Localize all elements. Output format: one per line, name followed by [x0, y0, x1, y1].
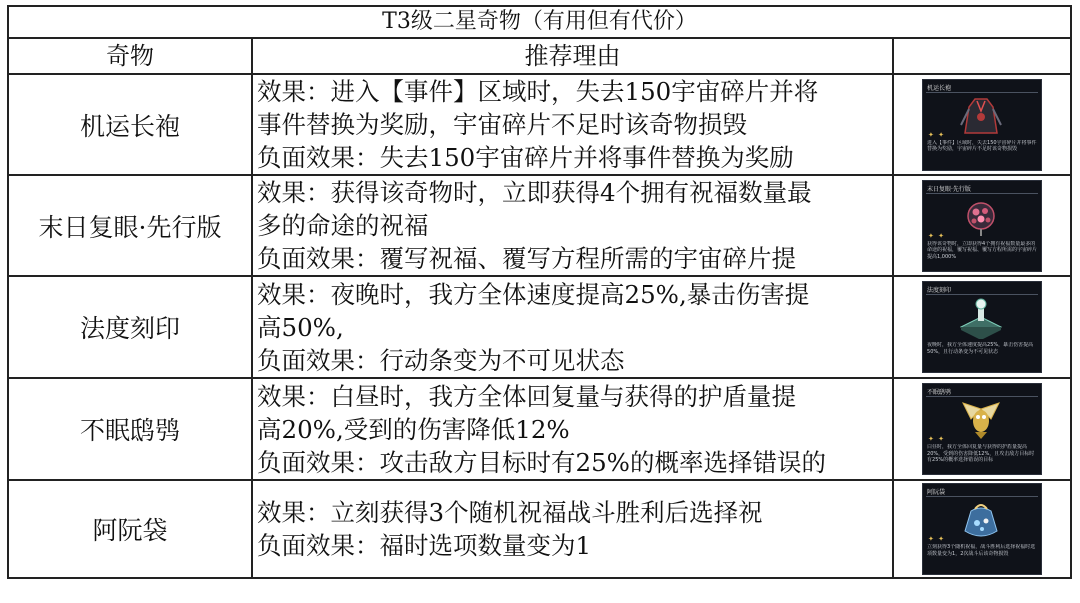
reason-line: 效果：白昼时，我方全体回复量与获得的护盾量提 [257, 381, 796, 411]
card-title: 末日复眼·先行版 [927, 185, 971, 193]
card-description: 立刻获得3个随机祝福，战斗胜利后选择祝福时选项数量变为1，2次战斗后该奇物损毁 [927, 544, 1036, 557]
reason-line: 负面效果：攻击敌方目标时有25%的概率选择错误的 [257, 447, 826, 477]
seal-icon [957, 297, 1005, 339]
item-image-cell [893, 175, 1071, 276]
item-name: 机运长袍 [8, 74, 252, 175]
item-reason [252, 480, 893, 578]
card-divider [926, 294, 1038, 295]
reason-line: 负面效果：福时选项数量变为1 [257, 531, 592, 560]
table-row [8, 378, 1071, 480]
card-stars: ✦ ✦ [928, 435, 945, 443]
table-row [8, 175, 1071, 276]
table-title: T3级二星奇物（有用但有代价） [8, 6, 1071, 38]
item-card [922, 180, 1042, 272]
reason-line: 效果：进入【事件】区域时，失去150宇宙碎片并将 [257, 77, 819, 106]
pouch-icon [957, 499, 1005, 541]
recommendation-table [7, 5, 1072, 579]
card-divider [926, 496, 1038, 497]
card-divider [926, 92, 1038, 93]
card-stars: ✦ ✦ [928, 535, 945, 543]
table-row [8, 480, 1071, 578]
card-stars: ✦ ✦ [928, 231, 945, 240]
card-title: 不眠鸱鸮 [927, 389, 952, 396]
item-reason [252, 378, 893, 480]
card-title: 法度刻印 [927, 287, 952, 294]
item-card [922, 383, 1042, 475]
reason-line: 高20%,受到的伤害降低12% [257, 414, 570, 444]
item-name: 法度刻印 [8, 276, 252, 378]
item-reason [252, 74, 893, 175]
card-stars: ✦ ✦ [928, 130, 945, 139]
card-divider [926, 193, 1038, 194]
item-reason [252, 276, 893, 378]
item-image-cell [893, 378, 1071, 480]
card-title: 阿阮袋 [927, 489, 946, 496]
item-name: 不眠鸱鸮 [8, 378, 252, 480]
reason-line: 事件替换为奖励，宇宙碎片不足时该奇物损毁 [257, 110, 747, 139]
header-reason: 推荐理由 [252, 38, 893, 74]
item-card [922, 281, 1042, 373]
header-item: 奇物 [8, 38, 252, 74]
table-row [8, 276, 1071, 378]
card-title: 机运长袍 [927, 84, 952, 92]
header-image [893, 38, 1071, 74]
card-description: 白昼时，我方全体回复量与获得的护盾量提高20%，受到的伤害降低12%，且攻击敌方目标时有25%的概率选择错误的目标 [927, 444, 1035, 463]
reason-line: 高50%, [257, 312, 344, 342]
compound-eye-icon [957, 196, 1005, 238]
card-divider [926, 396, 1038, 397]
item-reason [252, 175, 893, 276]
reason-line: 效果：获得该奇物时，立即获得4个拥有祝福数量最 [257, 178, 812, 207]
card-description: 夜晚时，我方全体速度提高25%，暴击伤害提高50%，且行动条变为不可见状态 [927, 342, 1034, 355]
reason-line: 负面效果：覆写祝福、覆写方程所需的宇宙碎片提 [257, 244, 796, 273]
robe-icon [957, 95, 1005, 137]
reason-line: 多的命途的祝福 [257, 211, 429, 240]
reason-line: 效果：夜晚时，我方全体速度提高25%,暴击伤害提 [257, 279, 810, 309]
table-row [8, 74, 1071, 175]
reason-line: 效果：立刻获得3个随机祝福战斗胜利后选择祝 [257, 498, 763, 527]
item-image-cell [893, 276, 1071, 378]
item-card [922, 79, 1042, 171]
reason-line: 负面效果：行动条变为不可见状态 [257, 345, 625, 375]
reason-line: 负面效果：失去150宇宙碎片并将事件替换为奖励 [257, 143, 794, 172]
card-description: 进入【事件】区域时，失去150宇宙碎片并将事件替换为奖励，宇宙碎片不足时该奇物损毁 [927, 139, 1037, 152]
item-image-cell [893, 74, 1071, 175]
item-name: 阿阮袋 [8, 480, 252, 578]
item-image-cell [893, 480, 1071, 578]
owl-icon [957, 399, 1005, 441]
item-card [922, 483, 1042, 575]
item-name: 末日复眼·先行版 [8, 175, 252, 276]
card-description: 获得该奇物时，立即获得4个拥有祝福数量最多的命途的祝福，覆写祝福、覆写方程所需的宇宙碎片提高1,000% [927, 240, 1038, 260]
